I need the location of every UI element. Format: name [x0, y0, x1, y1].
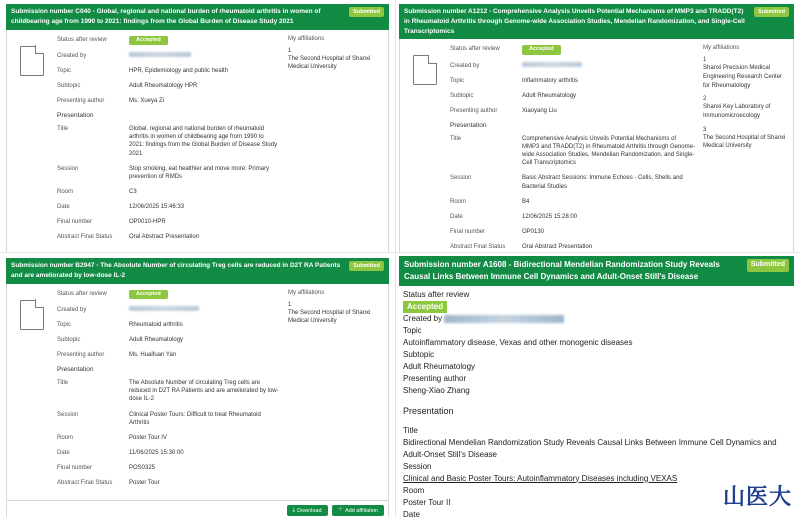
- field-label-subtopic: Subtopic: [57, 337, 81, 344]
- field-label-status: Status after review: [450, 46, 500, 53]
- add-affiliation-button-label: Add affiliation: [345, 507, 378, 514]
- final-number-value: POS0325: [129, 464, 156, 471]
- field-status: [57, 290, 280, 299]
- download-icon: ⤓: [292, 506, 296, 513]
- affiliation-number: 2: [703, 96, 707, 103]
- field-label-title: Title: [57, 380, 69, 387]
- field-presenting-author: [57, 97, 280, 105]
- field-label-subtopic: Subtopic: [450, 92, 474, 99]
- subtopic-value: Adult Rheumatology: [403, 362, 476, 371]
- affiliations-column: [284, 36, 384, 249]
- created-by-value-redacted: [522, 62, 582, 67]
- created-by-value-redacted: [129, 306, 199, 311]
- document-icon-wrap: [404, 45, 446, 252]
- field-title: [57, 379, 280, 403]
- submission-header-bottom-right: [399, 256, 794, 286]
- created-by-value-redacted: [444, 315, 564, 323]
- affiliation-text: The Second Hospital of Shanxi Medical University: [288, 309, 371, 325]
- field-subtopic: [450, 92, 695, 100]
- affiliations-heading: My affiliations: [288, 35, 325, 42]
- presentation-heading: Presentation: [57, 112, 94, 120]
- field-label-presenting-author: Presenting author: [450, 107, 498, 114]
- field-label-presenting-author: Presenting author: [403, 374, 467, 383]
- field-label-session: Session: [57, 411, 79, 418]
- room-value: B4: [522, 198, 530, 205]
- field-label-session: Session: [57, 165, 79, 172]
- document-icon: [413, 55, 437, 85]
- field-created-by: [450, 62, 695, 70]
- field-topic: [57, 67, 280, 75]
- field-subtopic: [57, 82, 280, 90]
- status-value: Accepted: [129, 290, 168, 299]
- affiliations-column: [284, 290, 384, 495]
- affiliations-column: [699, 45, 789, 252]
- watermark-logo: 山医大: [722, 484, 792, 510]
- affiliation-number: 1: [288, 301, 292, 308]
- topic-value: Inflammatory arthritis: [522, 77, 579, 84]
- panel-top-right: [395, 0, 800, 252]
- field-subtopic: [57, 336, 280, 344]
- field-label-final-number: Final number: [450, 228, 486, 235]
- topic-value: Autoinflammatory disease, Vexas and other monogenic diseases: [403, 338, 633, 347]
- submission-header-top-left: [6, 4, 389, 30]
- field-label-final-number: Final number: [57, 464, 93, 471]
- field-label-room: Room: [57, 434, 74, 441]
- field-final-number: [57, 464, 280, 472]
- field-final-number: [57, 218, 280, 226]
- field-label-topic: Topic: [57, 322, 72, 329]
- date-value: 11/06/2025 15:30:00: [129, 449, 184, 456]
- panel-bottom-left: [0, 252, 395, 517]
- field-label-abstract-final-status: Abstract Final Status: [450, 243, 506, 250]
- status-badge: Submitted: [349, 7, 384, 17]
- final-number-value: OP0010-HPR: [129, 219, 166, 226]
- abstract-final-status-value: Oral Abstract Presentation: [522, 243, 593, 250]
- document-icon: [20, 300, 44, 330]
- presenting-author-value: Ms. Xueya Zi: [129, 98, 165, 105]
- download-button[interactable]: [287, 505, 328, 516]
- session-value: Basic Abstract Sessions: Immune Echoes - Cells, Shells and Bacterial Studies: [522, 175, 683, 190]
- field-label-session: Session: [403, 461, 432, 471]
- field-final-number: [450, 228, 695, 236]
- field-label-created-by: Created by: [57, 306, 87, 313]
- affiliations-heading: My affiliations: [288, 289, 325, 296]
- field-label-date: Date: [57, 203, 70, 210]
- card-footer-bottom-left: [6, 501, 389, 517]
- presentation-heading: Presentation: [450, 122, 487, 130]
- field-label-topic: Topic: [57, 68, 72, 75]
- session-value: Clinical and Basic Poster Tours: Autoinflammatory Diseases including VEXAS: [403, 473, 678, 483]
- field-presenting-author: [57, 351, 280, 359]
- field-room: [57, 434, 280, 442]
- submission-card-bottom-left: [6, 284, 389, 502]
- abstract-final-status-value: Poster Tour: [129, 480, 160, 487]
- field-label-date: Date: [450, 213, 463, 220]
- presentation-heading: Presentation: [403, 406, 454, 416]
- field-session: [450, 174, 695, 190]
- panel-divider-horizontal: [0, 252, 800, 253]
- field-label-status: Status after review: [57, 36, 107, 43]
- document-icon: [20, 46, 44, 76]
- created-by-value-redacted: [129, 52, 191, 57]
- affiliation-number: 1: [288, 47, 292, 54]
- field-presenting-author: [450, 107, 695, 115]
- presenting-author-value: Ms. Huaifuan Yan: [129, 352, 177, 359]
- field-topic: [450, 77, 695, 85]
- submission-title: Submission number A1212 - Comprehensive Analysis Unveils Potential Mechanisms of MMP3 and TRADD(T2) in Rheumatoid Arthritis through Genome-wide Association Studies, Mendelian Randomization, and Single-Cell Transcriptomics: [404, 8, 745, 35]
- date-value: 12/06/2025 15:46:33: [129, 203, 185, 210]
- title-value: Comprehensive Analysis Unveils Potential Mechanisms of MMP3 and TRADD(T2) in Rheumatoid Arthritis through Genome-wide Association Studies, Mendelian Randomization, and Single-Cell Transcriptomics: [522, 136, 695, 167]
- field-label-title: Title: [403, 425, 418, 435]
- field-label-created-by: Created by: [403, 314, 443, 323]
- affiliations-heading: My affiliations: [703, 45, 740, 52]
- affiliation-text: The Second Hospital of Shanxi Medical University: [703, 134, 786, 150]
- final-number-value: OP0130: [522, 228, 545, 235]
- document-icon-wrap: [11, 36, 53, 249]
- submission-title: Submission number A1608 - Bidirectional Mendelian Randomization Study Reveals Causal Links Between Immune Cell Dynamics and Adult-Onset Still's Disease: [404, 260, 720, 281]
- field-label-presenting-author: Presenting author: [57, 98, 105, 105]
- presenting-author-value: Sheng-Xiao Zhang: [403, 386, 470, 395]
- field-label-final-number: Final number: [57, 219, 93, 226]
- status-value: Accepted: [129, 36, 168, 45]
- field-abstract-final-status: [57, 479, 280, 487]
- affiliation-text: The Second Hospital of Shanxi Medical University: [288, 55, 371, 71]
- field-session: [57, 165, 280, 181]
- abstract-final-status-value: Oral Abstract Presentation: [129, 234, 200, 241]
- title-value: The Absolute Number of circulating Treg cells are reduced in D2T RA Patients and are ameliorated by low-dose IL-2: [129, 380, 279, 403]
- submission-card-top-left: [6, 30, 389, 253]
- add-affiliation-button[interactable]: [332, 505, 384, 516]
- field-label-created-by: Created by: [450, 62, 480, 69]
- submission-header-top-right: [399, 4, 794, 39]
- affiliation-text: Shanxi Precision Medical Engineering Research Center for Rheumatology: [703, 65, 783, 89]
- plus-icon: ＋: [337, 506, 344, 513]
- document-icon-wrap: [11, 290, 53, 495]
- panel-top-left: [0, 0, 395, 252]
- field-abstract-final-status: [57, 233, 280, 241]
- field-date: [57, 449, 280, 457]
- room-value: C3: [129, 188, 137, 195]
- subtopic-value: Adult Rheumatology: [129, 337, 184, 344]
- panel-bottom-right: [395, 252, 800, 517]
- subtopic-value: Adult Rheumatology: [522, 92, 577, 99]
- session-value: Stop smoking, eat healthier and move more: Primary prevention of RMDs: [129, 165, 270, 180]
- field-label-abstract-final-status: Abstract Final Status: [57, 480, 113, 487]
- status-badge: Submitted: [754, 7, 789, 17]
- field-session: [57, 411, 280, 427]
- field-abstract-final-status: [450, 243, 695, 251]
- field-title: [450, 135, 695, 167]
- panel-divider-vertical: [395, 0, 396, 517]
- field-label-subtopic: Subtopic: [403, 350, 435, 359]
- status-badge: Submitted: [349, 261, 384, 271]
- field-label-date: Date: [57, 449, 70, 456]
- title-value: Bidirectional Mendelian Randomization Study Reveals Causal Links Between Immune Cell Dynamics and Adult-Onset Still's Disease: [403, 437, 777, 459]
- field-label-session: Session: [450, 175, 472, 182]
- presentation-heading: Presentation: [57, 366, 94, 374]
- download-button-label: Download: [297, 507, 322, 514]
- submission-title: Submission number B2947 - The Absolute Number of circulating Treg cells are reduced in D2T RA Patients and are ameliorated by low-dose IL-2: [11, 262, 341, 279]
- field-label-title: Title: [57, 126, 69, 133]
- field-label-room: Room: [450, 198, 467, 205]
- field-label-presenting-author: Presenting author: [57, 352, 105, 359]
- field-label-date: Date: [403, 509, 420, 517]
- date-value: 12/06/2025 15:28:00: [522, 213, 578, 220]
- field-label-room: Room: [403, 485, 425, 495]
- status-badge: Submitted: [747, 259, 789, 272]
- field-label-created-by: Created by: [57, 52, 87, 59]
- topic-value: HPR, Epidemiology and public health: [129, 68, 229, 75]
- affiliation-number: 1: [703, 57, 707, 64]
- field-label-topic: Topic: [403, 326, 422, 335]
- field-created-by: [57, 306, 280, 314]
- submission-details: [57, 290, 280, 495]
- submission-details: [57, 36, 280, 249]
- field-title: [57, 125, 280, 157]
- field-created-by: [403, 313, 790, 325]
- field-status: [450, 45, 695, 54]
- room-value: Poster Tour II: [403, 497, 451, 507]
- field-label-subtopic: Subtopic: [57, 83, 81, 90]
- subtopic-value: Adult Rheumatology HPR: [129, 83, 198, 90]
- field-label-abstract-final-status: Abstract Final Status: [57, 234, 113, 241]
- status-value: Accepted: [403, 301, 447, 313]
- field-room: [57, 188, 280, 196]
- field-created-by: [57, 52, 280, 60]
- field-status: [57, 36, 280, 45]
- field-date: [57, 203, 280, 211]
- session-value: Clinical Poster Tours: Difficult to treat Rheumatoid Arthritis: [129, 411, 261, 426]
- field-date: [450, 213, 695, 221]
- status-value: Accepted: [522, 45, 561, 54]
- affiliation-text: Shanxi Key Laboratory of Immunomicroecology: [703, 104, 771, 119]
- submission-title: Submission number C040 - Global, regional and national burden of rheumatoid arthritis in women of childbearing age from 1990 to 2021: findings from the Global Burden of Disease Study 2021: [11, 8, 321, 25]
- room-value: Poster Tour IV: [129, 434, 167, 441]
- field-label-status: Status after review: [403, 290, 470, 299]
- field-label-topic: Topic: [450, 77, 465, 84]
- field-room: [450, 198, 695, 206]
- field-status: [403, 301, 790, 313]
- field-label-title: Title: [450, 136, 462, 143]
- field-label-status: Status after review: [57, 290, 107, 297]
- topic-value: Rheumatoid arthritis: [129, 322, 183, 329]
- submission-details: [450, 45, 695, 252]
- field-label-room: Room: [57, 188, 74, 195]
- title-value: Global, regional and national burden of rheumatoid arthritis in women of childbearing age from 1990 to 2021: findings from the Global Burden of Disease Study 2021: [129, 126, 278, 157]
- submission-header-bottom-left: [6, 258, 389, 284]
- affiliation-number: 3: [703, 126, 707, 133]
- submission-card-top-right: [399, 39, 794, 252]
- field-topic: [57, 321, 280, 329]
- presenting-author-value: Xiaoyang Liu: [522, 107, 557, 114]
